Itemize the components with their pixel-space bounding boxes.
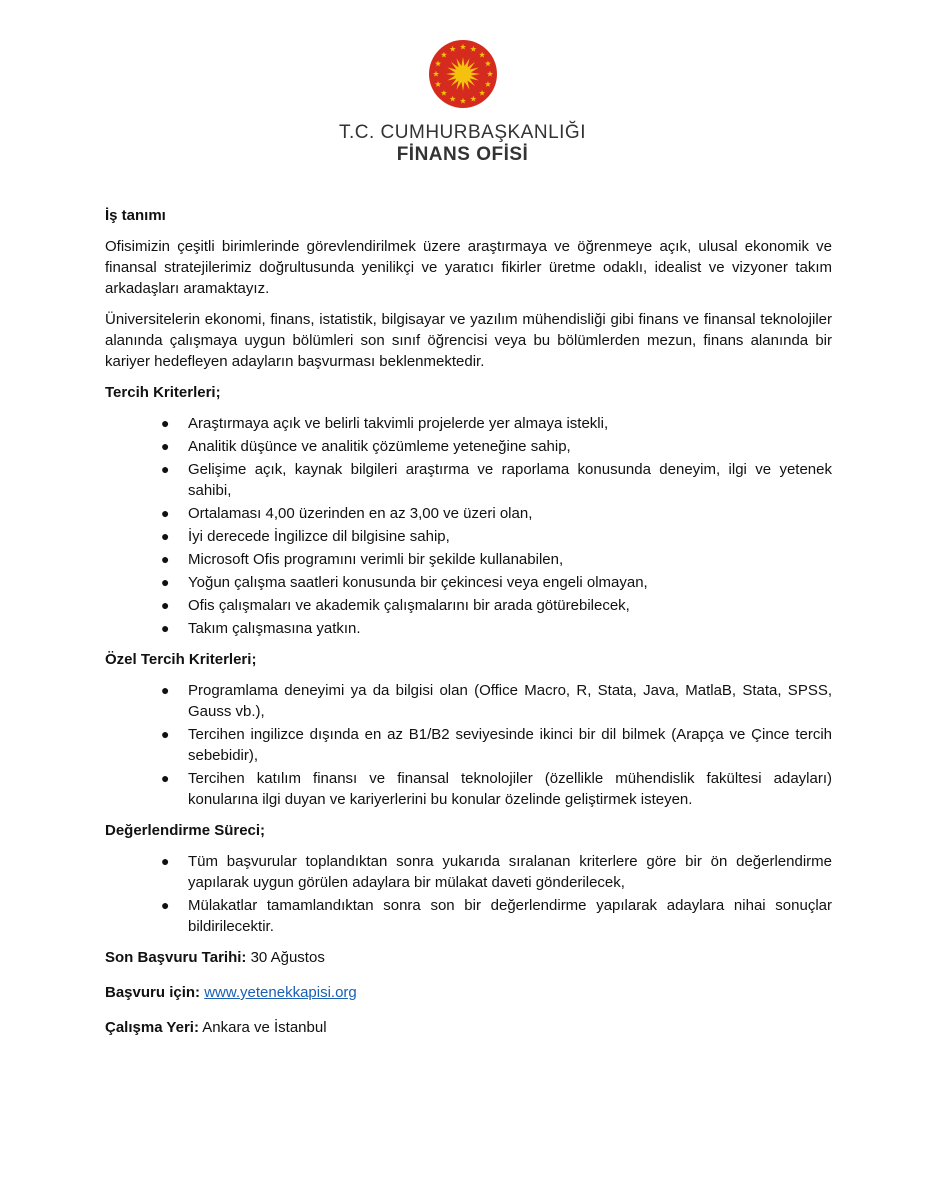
special-criteria-heading: Özel Tercih Kriterleri; — [105, 651, 257, 668]
bullet-icon: ● — [161, 528, 170, 544]
bullet-icon: ● — [161, 415, 170, 431]
list-item: ● Mülakatlar tamamlandıktan sonra son bir değerlendirme yapılarak adaylara nihai sonuçlar bildirilecektir. — [161, 897, 832, 935]
criteria-list — [105, 413, 832, 639]
list-item: ● Tüm başvurular toplandıktan sonra yukarıda sıralanan kriterlere göre bir ön değerlendirme yapılarak uygun görülen adaylara bir mülakat daveti gönderilecek, — [161, 853, 832, 891]
presidential-seal-icon — [427, 38, 499, 110]
letterhead — [0, 38, 925, 166]
bullet-icon: ● — [161, 620, 170, 636]
criteria-heading: Tercih Kriterleri; — [105, 384, 221, 401]
list-item: ● Ofis çalışmaları ve akademik çalışmalarını bir arada götürebilecek, — [161, 597, 630, 614]
list-item: ● Gelişime açık, kaynak bilgileri araştırma ve raporlama konusunda deneyim, ilgi ve yetenek sahibi, — [161, 461, 832, 499]
bullet-icon: ● — [161, 597, 170, 613]
bullet-icon: ● — [161, 726, 170, 742]
process-list — [105, 851, 832, 937]
list-item: ● Microsoft Ofis programını verimli bir şekilde kullanabilen, — [161, 551, 564, 568]
location-label: Çalışma Yeri: — [105, 1019, 199, 1036]
job-paragraph-2: Üniversitelerin ekonomi, finans, istatistik, bilgisayar ve yazılım mühendisliği gibi finans ve finansal teknolojiler alanında çalışmaya uygun bölümleri son sınıf öğrencisi veya bu bölümlerden mezun, finans alanında bir kariyer hedefleyen adayların başvurması beklenmektedir. — [105, 311, 832, 370]
list-item: ● Tercihen katılım finansı ve finansal teknolojiler (özellikle mühendislik fakültesi adayları) konularına ilgi duyan ve kariyerlerini bu konular özelinde geliştirmek isteyen. — [161, 770, 832, 808]
list-item: ● Takım çalışmasına yatkın. — [161, 620, 361, 637]
job-paragraph-1: Ofisimizin çeşitli birimlerinde görevlendirilmek üzere araştırmaya ve öğrenmeye açık, ulusal ekonomik ve finansal stratejilerimiz doğrultusunda yenilikçi ve yaratıcı fikirler üretme odaklı, idealist ve vizyoner takım arkadaşları aramaktayız. — [105, 238, 832, 297]
special-criteria-list — [105, 680, 832, 810]
bullet-icon: ● — [161, 682, 170, 698]
deadline-line — [105, 947, 832, 968]
job-heading: İş tanımı — [105, 207, 166, 224]
list-item: ● Araştırmaya açık ve belirli takvimli projelerde yer almaya istekli, — [161, 415, 609, 432]
list-item: ● Yoğun çalışma saatleri konusunda bir çekincesi veya engeli olmayan, — [161, 574, 648, 591]
list-item: ● Analitik düşünce ve analitik çözümleme yeteneğine sahip, — [161, 438, 571, 455]
deadline-label: Son Başvuru Tarihi: — [105, 949, 247, 966]
bullet-icon: ● — [161, 770, 170, 786]
bullet-icon: ● — [161, 551, 170, 567]
apply-label: Başvuru için: — [105, 984, 201, 1001]
list-item: ● İyi derecede İngilizce dil bilgisine sahip, — [161, 528, 450, 545]
list-item: ● Programlama deneyimi ya da bilgisi olan (Office Macro, R, Stata, Java, MatlaB, Stata, SPSS, Gauss vb.), — [161, 682, 832, 720]
list-item: ● Ortalaması 4,00 üzerinden en az 3,00 ve üzeri olan, — [161, 505, 533, 522]
bullet-icon: ● — [161, 505, 170, 521]
apply-link[interactable]: www.yetenekkapisi.org — [204, 984, 357, 1001]
bullet-icon: ● — [161, 461, 170, 477]
apply-line — [105, 982, 832, 1003]
list-item: ● Tercihen ingilizce dışında en az B1/B2 seviyesinde ikinci bir dil bilmek (Arapça ve Çince tercih sebebidir), — [161, 726, 832, 764]
location-value: Ankara ve İstanbul — [202, 1019, 327, 1036]
process-heading: Değerlendirme Süreci; — [105, 822, 266, 839]
location-line — [105, 1017, 832, 1038]
org-title: T.C. CUMHURBAŞKANLIĞI — [339, 122, 586, 143]
bullet-icon: ● — [161, 574, 170, 590]
bullet-icon: ● — [161, 853, 170, 869]
deadline-value: 30 Ağustos — [250, 949, 325, 966]
document-body — [105, 205, 832, 1052]
org-subtitle: FİNANS OFİSİ — [396, 144, 529, 165]
bullet-icon: ● — [161, 897, 170, 913]
bullet-icon: ● — [161, 438, 170, 454]
